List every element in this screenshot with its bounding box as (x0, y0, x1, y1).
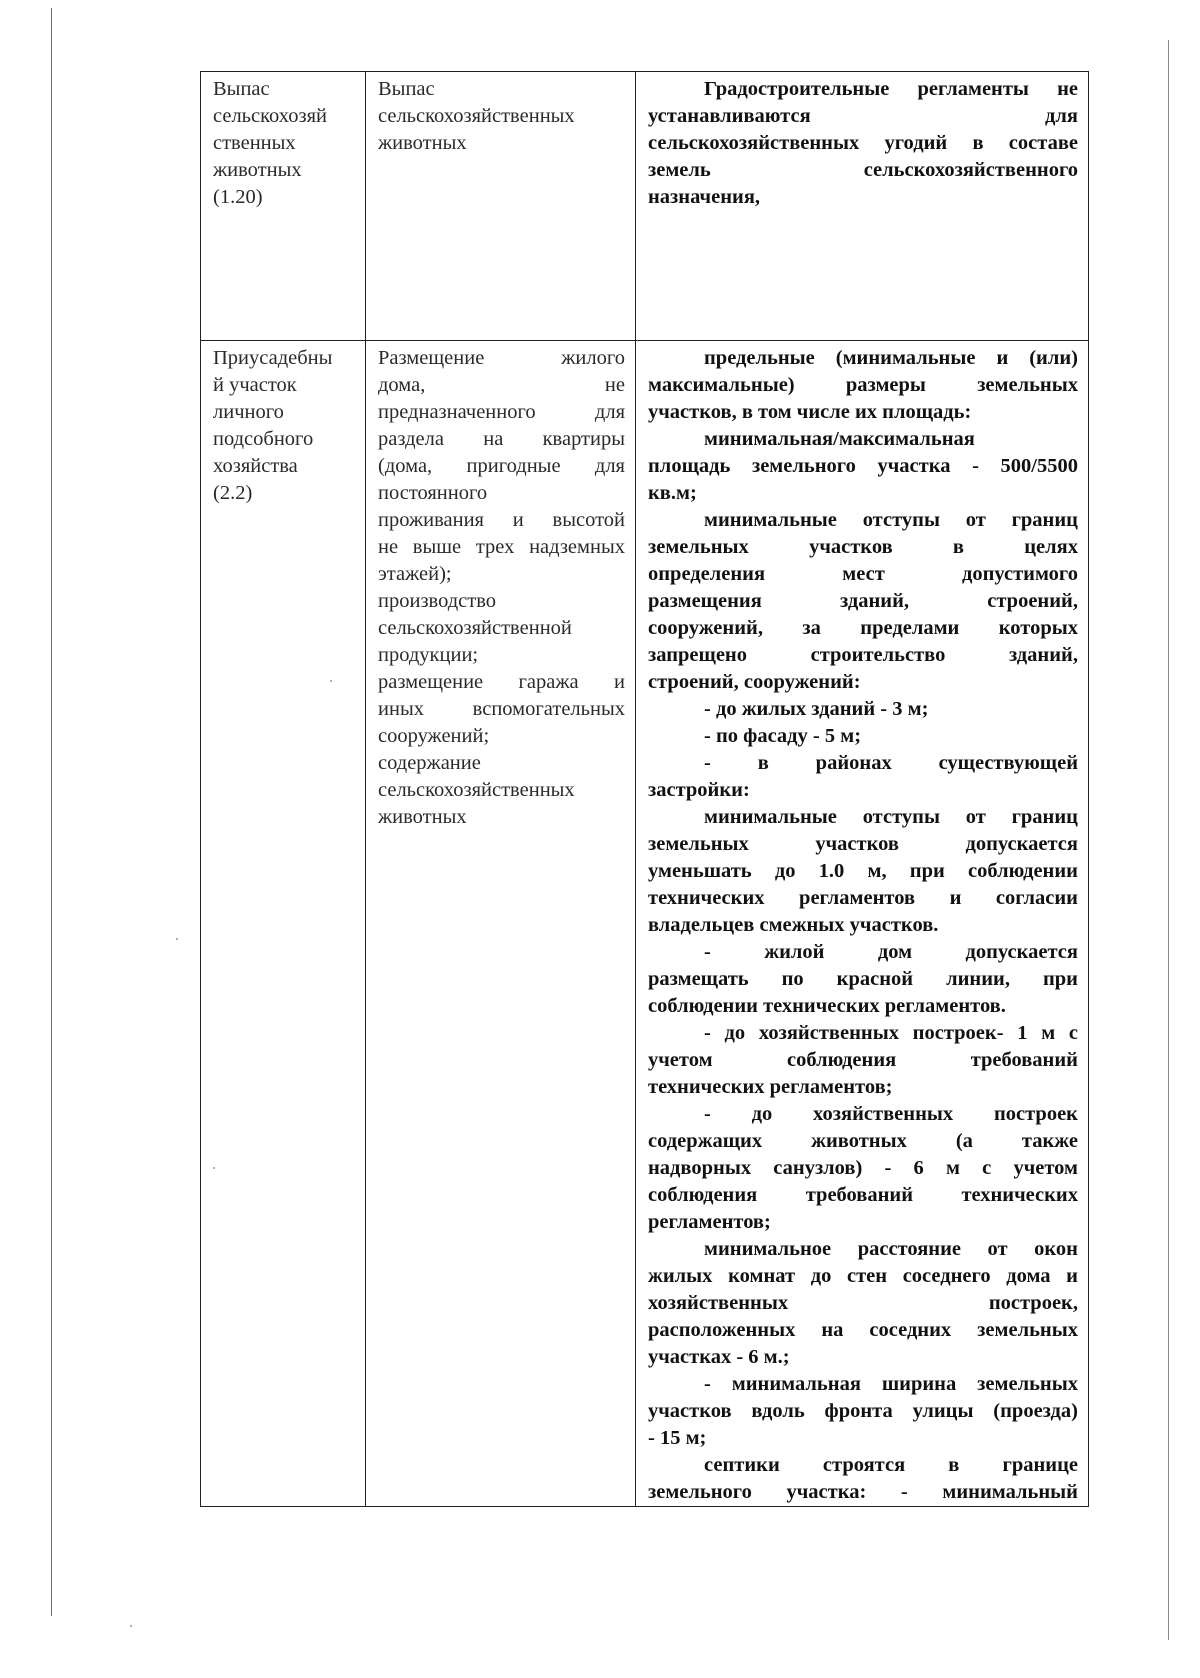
cell-line: минимальное расстояние от окон (704, 1238, 1078, 1260)
cell-line: земельного участка: - минимальный (648, 1481, 1078, 1503)
cell-line: жилых комнат до стен соседнего дома и (648, 1265, 1078, 1287)
cell-line: животных (378, 132, 467, 154)
cell-line: сельскохозяй (213, 105, 328, 127)
cell-line: - 15 м; (648, 1427, 707, 1449)
cell-line: предельные (минимальные и (или) (704, 347, 1078, 369)
cell-line: соблюдения требований технических (648, 1184, 1078, 1206)
cell-line: максимальные) размеры земельных (648, 374, 1078, 396)
cell-line: - до хозяйственных построек- 1 м с (704, 1022, 1078, 1044)
cell-line: Размещение жилого (378, 347, 625, 369)
scan-speck (130, 1625, 132, 1627)
cell-line: запрещено строительство зданий, (648, 644, 1078, 666)
cell-line: (1.20) (213, 186, 263, 208)
cell-line: кв.м; (648, 482, 697, 504)
cell-line: сооружений; (378, 725, 490, 747)
cell-line: сельскохозяйственных (378, 779, 575, 801)
cell-line: дома, не (378, 374, 625, 396)
cell-line: - в районах существующей (704, 752, 1078, 774)
cell-line: площадь земельного участка - 500/5500 (648, 455, 1078, 477)
cell-line: технических регламентов и согласии (648, 887, 1078, 909)
cell-line: технических регламентов; (648, 1076, 893, 1098)
cell-line: уменьшать до 1.0 м, при соблюдении (648, 860, 1078, 882)
land-use-type-cell (201, 341, 366, 1507)
cell-line: учетом соблюдения требований (648, 1049, 1078, 1071)
cell-line: сельскохозяйственных (378, 105, 575, 127)
cell-line: земельных участков допускается (648, 833, 1078, 855)
cell-line: Выпас (213, 78, 270, 100)
scan-speck (176, 938, 178, 940)
cell-line: (2.2) (213, 482, 253, 504)
cell-line: участков вдоль фронта улицы (проезда) (648, 1400, 1078, 1422)
cell-line: иных вспомогательных (378, 698, 625, 720)
cell-line: продукции; (378, 644, 479, 666)
cell-line: - минимальная ширина земельных (704, 1373, 1078, 1395)
cell-line: Выпас (378, 78, 435, 100)
cell-line: производство (378, 590, 497, 612)
cell-line: назначения, (648, 186, 761, 208)
cell-line: участках - 6 м.; (648, 1346, 790, 1368)
use-description-cell (366, 72, 636, 341)
cell-line: земельных участков в целях (648, 536, 1078, 558)
cell-line: участков, в том числе их площадь: (648, 401, 972, 423)
cell-line: минимальные отступы от границ (704, 806, 1078, 828)
cell-line: минимальные отступы от границ (704, 509, 1078, 531)
cell-line: сельскохозяйственной (378, 617, 572, 639)
cell-line: й участок (213, 374, 297, 396)
cell-line: определения мест допустимого (648, 563, 1078, 585)
cell-line: строений, сооружений: (648, 671, 861, 693)
cell-line: минимальная/максимальная (704, 428, 975, 450)
cell-line: (дома, пригодные для (378, 455, 625, 477)
cell-line: регламентов; (648, 1211, 771, 1233)
regulations-table (200, 71, 1089, 1507)
cell-line: расположенных на соседних земельных (648, 1319, 1078, 1341)
cell-line: содержащих животных (а также (648, 1130, 1078, 1152)
scan-margin-line-left (51, 8, 52, 1616)
cell-line: земель сельскохозяйственного (648, 159, 1078, 181)
cell-line: размещения зданий, строений, (648, 590, 1078, 612)
cell-line: Градостроительные регламенты не (704, 78, 1078, 100)
cell-line: сооружений, за пределами которых (648, 617, 1078, 639)
cell-line: предназначенного для (378, 401, 625, 423)
cell-line: размещение гаража и (378, 671, 625, 693)
cell-line: - до хозяйственных построек (704, 1103, 1078, 1125)
cell-line: подсобного (213, 428, 314, 450)
cell-line: содержание (378, 752, 481, 774)
cell-line: хозяйственных построек, (648, 1292, 1078, 1314)
use-description-cell (366, 341, 636, 1507)
regulation-params-cell (636, 72, 1089, 341)
cell-line: Приусадебны (213, 347, 333, 369)
cell-line: постоянного (378, 482, 488, 504)
land-use-type-cell (201, 72, 366, 341)
cell-line: размещать по красной линии, при (648, 968, 1078, 990)
table-row (201, 72, 1089, 341)
cell-line: - до жилых зданий - 3 м; (704, 698, 929, 720)
cell-line: надворных санузлов) - 6 м с учетом (648, 1157, 1078, 1179)
cell-line: животных (213, 159, 302, 181)
cell-line: ственных (213, 132, 296, 154)
cell-line: животных (378, 806, 467, 828)
cell-line: септики строятся в границе (704, 1454, 1078, 1476)
cell-line: раздела на квартиры (378, 428, 625, 450)
cell-line: застройки: (648, 779, 750, 801)
cell-line: устанавливаются для (648, 105, 1078, 127)
cell-line: сельскохозяйственных угодий в составе (648, 132, 1078, 154)
regulation-params-cell (636, 341, 1089, 1507)
cell-line: личного (213, 401, 284, 423)
scan-margin-line-right (1168, 40, 1169, 1640)
cell-line: не выше трех надземных (378, 536, 625, 558)
cell-line: этажей); (378, 563, 452, 585)
cell-line: - жилой дом допускается (704, 941, 1078, 963)
cell-line: - по фасаду - 5 м; (704, 725, 862, 747)
cell-line: хозяйства (213, 455, 298, 477)
cell-line: соблюдении технических регламентов. (648, 995, 1006, 1017)
table-row (201, 341, 1089, 1507)
cell-line: проживания и высотой (378, 509, 625, 531)
cell-line: владельцев смежных участков. (648, 914, 939, 936)
